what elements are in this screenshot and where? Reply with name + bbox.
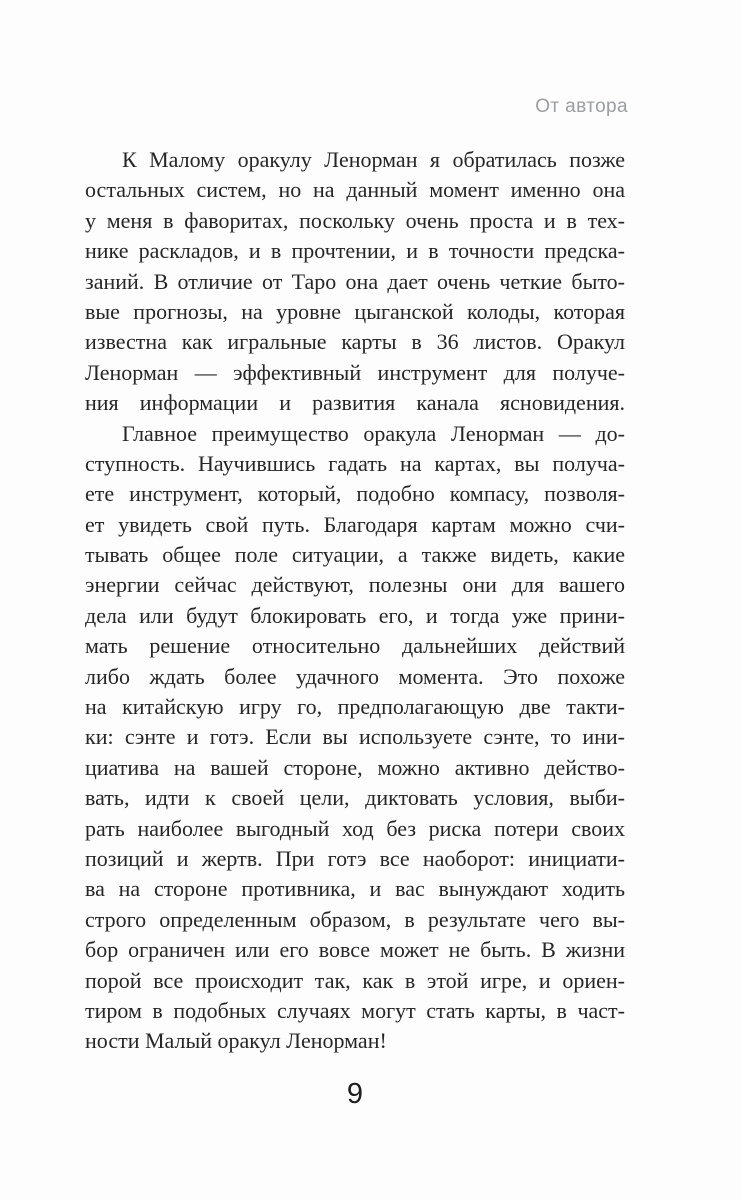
text-line: тывать общее поле ситуации, а также видеть, какие	[85, 542, 625, 568]
text-line: мать решение относительно дальнейших действий	[85, 633, 625, 659]
text-line: тиром в подобных случаях могут стать карты, в част-	[85, 997, 625, 1023]
text-line: К Малому оракулу Ленорман я обратилась позже	[122, 147, 625, 172]
text-line: либо ждать более удачного момента. Это похоже	[85, 663, 625, 689]
running-header: От автора	[535, 96, 628, 117]
text-line: ступность. Научившись гадать на картах, вы получа-	[85, 450, 625, 476]
text-line: рать наиболее выгодный ход без риска потери своих	[85, 815, 625, 841]
text-line: дела или будут блокировать его, и тогда уже прини-	[85, 602, 625, 628]
text-line: циатива на вашей стороне, можно активно действо-	[85, 754, 625, 780]
text-line: бор ограничен или его вовсе может не быть. В жизни	[85, 937, 625, 963]
text-line: на китайскую игру го, предполагающую две такти-	[85, 694, 625, 720]
text-line: ния информации и развития канала ясновидения.	[85, 390, 625, 416]
text-line: известна как игральные карты в 36 листов. Оракул	[85, 329, 625, 355]
text-line: позиций и жертв. При готэ все наоборот: инициати-	[85, 845, 625, 871]
text-line: нике раскладов, и в прочтении, и в точности предска-	[85, 238, 625, 264]
text-line: ности Малый оракул Ленорман!	[85, 1028, 387, 1054]
text-line: Ленорман — эффективный инструмент для получе-	[85, 359, 625, 385]
text-line: ва на стороне противника, и вас вынуждают ходить	[85, 876, 625, 902]
text-line: Главное преимущество оракула Ленорман — до-	[122, 420, 625, 446]
text-line: ет увидеть свой путь. Благодаря картам можно счи-	[85, 511, 625, 537]
text-line: ки: сэнте и готэ. Если вы используете сэнте, то ини-	[85, 724, 625, 750]
text-line: у меня в фаворитах, поскольку очень проста и в тех-	[85, 207, 625, 233]
text-line: строго определенным образом, в результате чего вы-	[85, 906, 625, 932]
text-line: заний. В отличие от Таро она дает очень четкие быто-	[85, 268, 625, 294]
text-line: остальных систем, но на данный момент именно она	[85, 177, 625, 203]
text-line: энергии сейчас действуют, полезны они для вашего	[85, 572, 625, 598]
text-line: вые прогнозы, на уровне цыганской колоды, которая	[85, 298, 625, 324]
text-line: вать, идти к своей цели, диктовать условия, выби-	[85, 785, 625, 811]
body-text	[85, 145, 625, 1057]
text-line: ете инструмент, который, подобно компасу, позволя-	[85, 481, 625, 507]
text-line: порой все происходит так, как в этой игре, и ориен-	[85, 967, 625, 993]
page-number: 9	[346, 1078, 364, 1110]
